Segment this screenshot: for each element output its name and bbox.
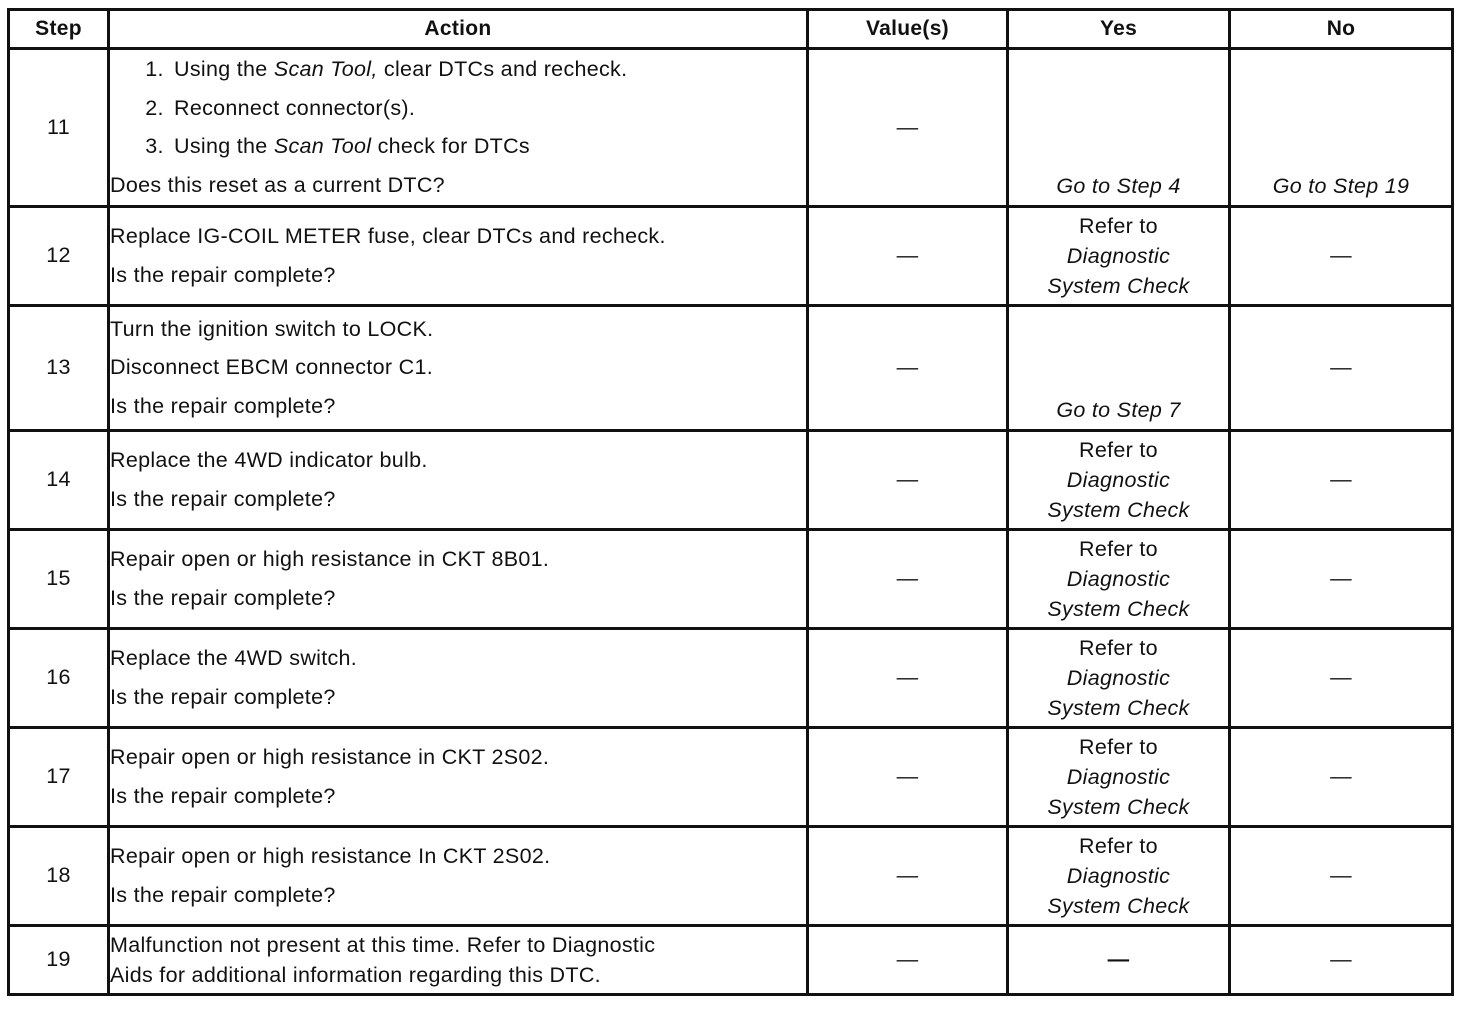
action-line: Aids for additional information regarding this DTC. bbox=[110, 962, 601, 987]
action-line: Is the repair complete? bbox=[110, 783, 336, 808]
action-line: Replace IG-COIL METER fuse, clear DTCs and recheck. bbox=[110, 224, 666, 249]
action-line: Repair open or high resistance in CKT 8B01. bbox=[110, 547, 550, 572]
header-row bbox=[9, 10, 1453, 49]
value-cell: — bbox=[808, 925, 1008, 994]
diagnostic-link[interactable]: Diagnostic bbox=[1066, 467, 1171, 492]
value-cell: — bbox=[808, 628, 1008, 727]
table-row bbox=[9, 430, 1453, 529]
header-step: Step bbox=[9, 10, 109, 49]
step-number: 16 bbox=[9, 628, 109, 727]
action-cell bbox=[109, 826, 808, 925]
no-cell: — bbox=[1230, 628, 1453, 727]
refer-text: Refer to bbox=[1079, 213, 1158, 238]
diagnostic-link[interactable]: Diagnostic bbox=[1066, 863, 1171, 888]
no-cell: — bbox=[1230, 206, 1453, 305]
table-row bbox=[9, 628, 1453, 727]
refer-text: Refer to bbox=[1079, 734, 1158, 759]
no-cell: — bbox=[1230, 529, 1453, 628]
yes-refer-cell bbox=[1008, 628, 1230, 727]
refer-text: Refer to bbox=[1079, 536, 1158, 561]
yes-refer-cell bbox=[1008, 430, 1230, 529]
diagnostic-link[interactable]: Diagnostic bbox=[1066, 566, 1171, 591]
diagnostic-link[interactable]: Diagnostic bbox=[1066, 665, 1171, 690]
action-cell bbox=[109, 529, 808, 628]
system-check-link[interactable]: System Check bbox=[1047, 596, 1190, 621]
no-goto-link[interactable]: Go to Step 19 bbox=[1230, 49, 1453, 207]
action-line: Is the repair complete? bbox=[110, 585, 336, 610]
action-cell bbox=[109, 925, 808, 994]
action-line: Repair open or high resistance In CKT 2S02. bbox=[110, 844, 551, 869]
step-number: 14 bbox=[9, 430, 109, 529]
action-line: Repair open or high resistance in CKT 2S02. bbox=[110, 745, 550, 770]
yes-goto-link[interactable]: Go to Step 7 bbox=[1008, 305, 1230, 430]
value-cell: — bbox=[808, 305, 1008, 430]
action-line: Is the repair complete? bbox=[110, 882, 336, 907]
system-check-link[interactable]: System Check bbox=[1047, 273, 1190, 298]
no-cell: — bbox=[1230, 826, 1453, 925]
action-cell bbox=[109, 49, 808, 207]
no-cell: — bbox=[1230, 430, 1453, 529]
header-action: Action bbox=[109, 10, 808, 49]
system-check-link[interactable]: System Check bbox=[1047, 893, 1190, 918]
step-number: 11 bbox=[9, 49, 109, 207]
action-cell bbox=[109, 430, 808, 529]
table-row bbox=[9, 727, 1453, 826]
table-row bbox=[9, 305, 1453, 430]
system-check-link[interactable]: System Check bbox=[1047, 794, 1190, 819]
table-row bbox=[9, 206, 1453, 305]
yes-refer-cell bbox=[1008, 206, 1230, 305]
step-number: 15 bbox=[9, 529, 109, 628]
yes-refer-cell bbox=[1008, 826, 1230, 925]
action-cell bbox=[109, 206, 808, 305]
diagnostic-link[interactable]: Diagnostic bbox=[1066, 243, 1171, 268]
action-line: Replace the 4WD switch. bbox=[110, 646, 358, 671]
system-check-link[interactable]: System Check bbox=[1047, 497, 1190, 522]
step-number: 19 bbox=[9, 925, 109, 994]
step-number: 18 bbox=[9, 826, 109, 925]
no-cell: — bbox=[1230, 305, 1453, 430]
yes-refer-cell bbox=[1008, 727, 1230, 826]
value-cell: — bbox=[808, 529, 1008, 628]
action-line: Is the repair complete? bbox=[110, 262, 336, 287]
yes-refer-cell bbox=[1008, 529, 1230, 628]
header-values: Value(s) bbox=[808, 10, 1008, 49]
action-line: Malfunction not present at this time. Refer to Diagnostic bbox=[110, 932, 656, 957]
yes-cell: — bbox=[1008, 925, 1230, 994]
action-line: Is the repair complete? bbox=[110, 394, 336, 419]
refer-text: Refer to bbox=[1079, 833, 1158, 858]
value-cell: — bbox=[808, 727, 1008, 826]
value-cell: — bbox=[808, 49, 1008, 207]
diagnostic-table bbox=[7, 8, 1454, 996]
step-number: 17 bbox=[9, 727, 109, 826]
action-list bbox=[110, 50, 806, 166]
yes-goto-link[interactable]: Go to Step 4 bbox=[1008, 49, 1230, 207]
action-line: Is the repair complete? bbox=[110, 486, 336, 511]
value-cell: — bbox=[808, 826, 1008, 925]
table-row bbox=[9, 529, 1453, 628]
step-number: 13 bbox=[9, 305, 109, 430]
value-cell: — bbox=[808, 206, 1008, 305]
action-question: Does this reset as a current DTC? bbox=[110, 173, 445, 198]
action-line: Disconnect EBCM connector C1. bbox=[110, 355, 433, 380]
system-check-link[interactable]: System Check bbox=[1047, 695, 1190, 720]
table-row bbox=[9, 925, 1453, 994]
diagnostic-link[interactable]: Diagnostic bbox=[1066, 764, 1171, 789]
refer-text: Refer to bbox=[1079, 437, 1158, 462]
value-cell: — bbox=[808, 430, 1008, 529]
list-item: 1. Using the Scan Tool, clear DTCs and recheck. bbox=[170, 50, 806, 89]
no-cell: — bbox=[1230, 925, 1453, 994]
no-cell: — bbox=[1230, 727, 1453, 826]
header-no: No bbox=[1230, 10, 1453, 49]
action-cell bbox=[109, 727, 808, 826]
action-cell bbox=[109, 305, 808, 430]
table-row bbox=[9, 49, 1453, 207]
refer-text: Refer to bbox=[1079, 635, 1158, 660]
action-line: Is the repair complete? bbox=[110, 684, 336, 709]
step-number: 12 bbox=[9, 206, 109, 305]
action-line: Turn the ignition switch to LOCK. bbox=[110, 316, 434, 341]
list-item: 2. Reconnect connector(s). bbox=[170, 89, 806, 128]
list-item: 3. Using the Scan Tool check for DTCs bbox=[170, 127, 806, 166]
table-row bbox=[9, 826, 1453, 925]
header-yes: Yes bbox=[1008, 10, 1230, 49]
action-cell bbox=[109, 628, 808, 727]
action-line: Replace the 4WD indicator bulb. bbox=[110, 448, 428, 473]
